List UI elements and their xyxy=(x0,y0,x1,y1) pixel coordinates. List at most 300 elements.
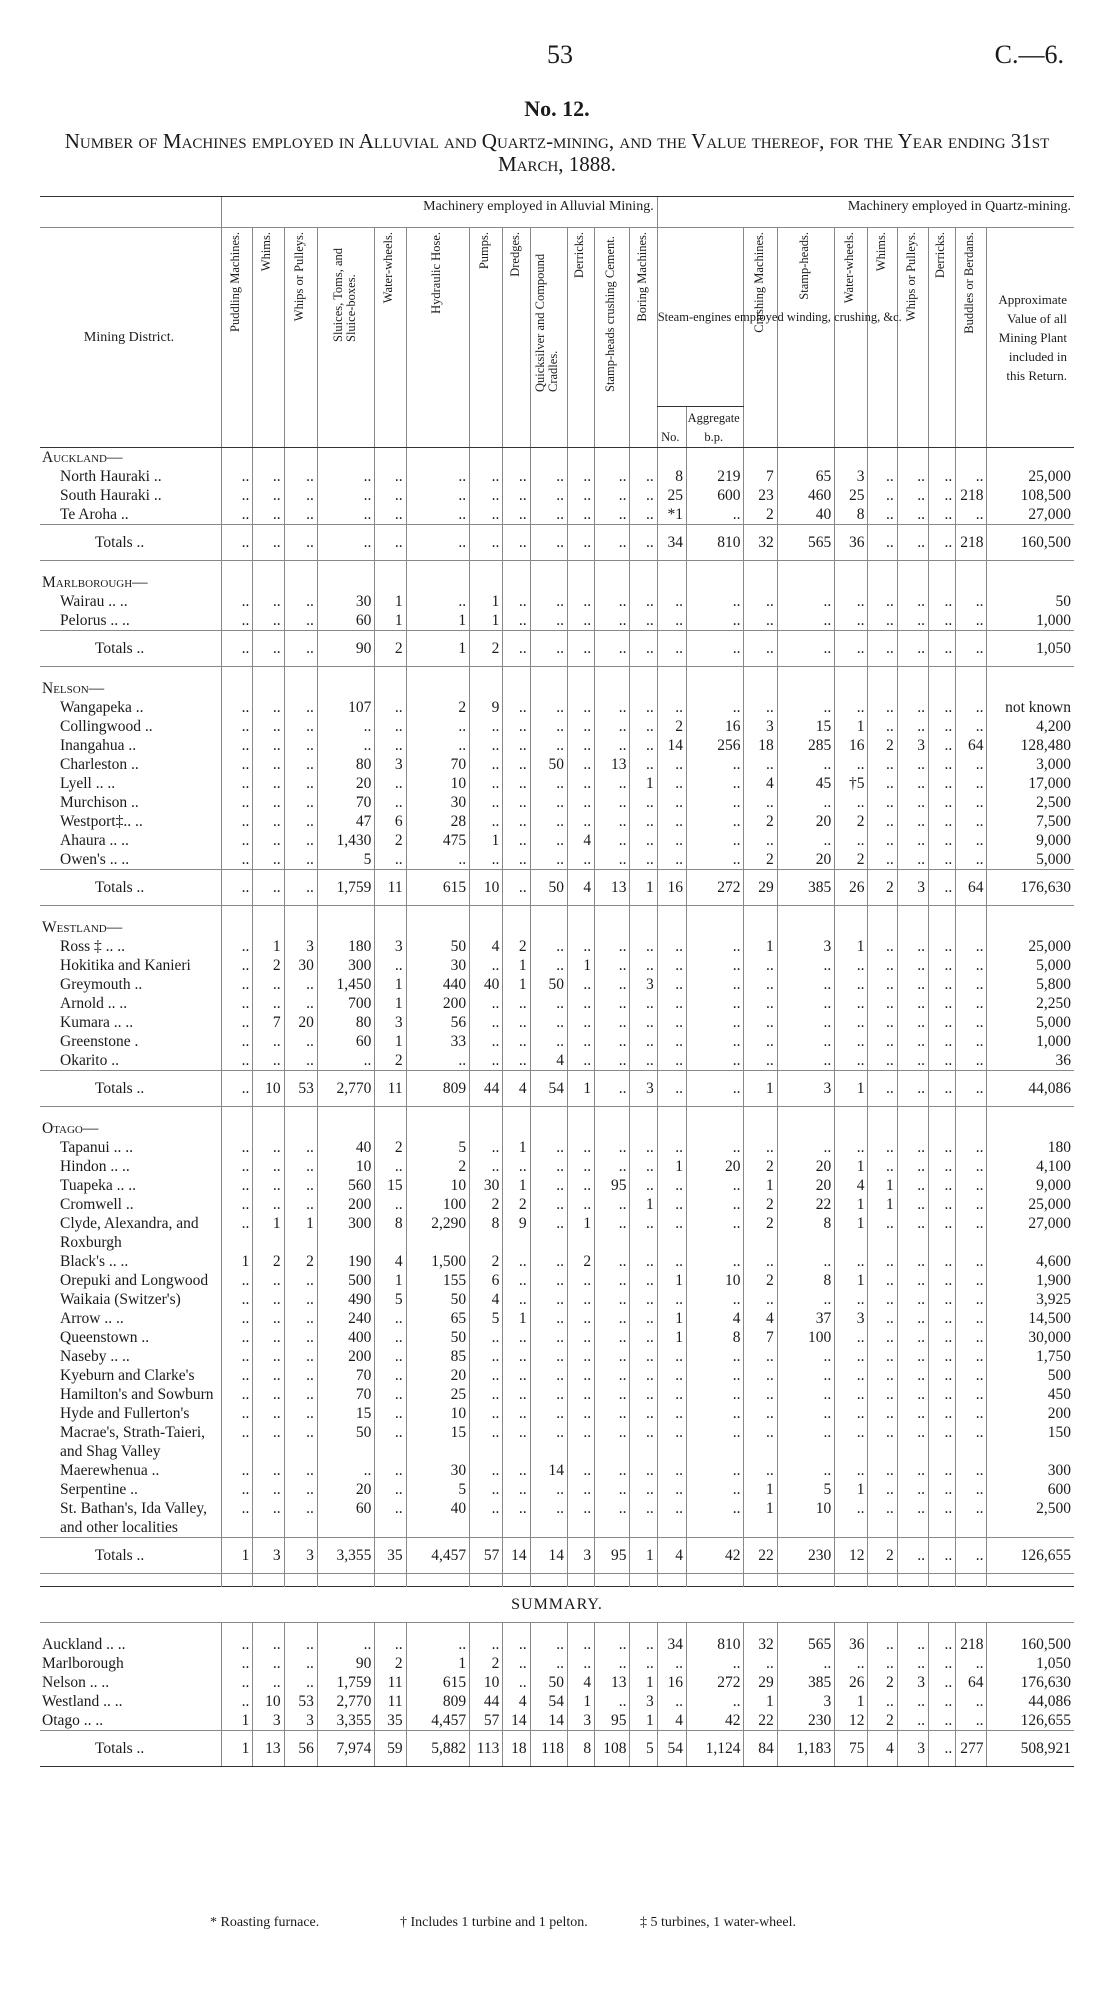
cell: .. xyxy=(956,1385,987,1404)
cell: .. xyxy=(956,850,987,870)
cell xyxy=(657,1107,686,1120)
district-name: Collingwood .. xyxy=(60,718,153,735)
cell: .. xyxy=(956,1051,987,1071)
cell: 8 xyxy=(470,1214,503,1252)
cell: .. xyxy=(595,611,630,631)
cell: .. xyxy=(777,1366,834,1385)
district-name: Wairau .. .. xyxy=(60,593,128,610)
cell: .. xyxy=(284,1654,317,1673)
cell xyxy=(868,448,897,468)
cell xyxy=(253,1107,284,1120)
cell: .. xyxy=(956,1538,987,1574)
cell: 108 xyxy=(595,1731,630,1767)
cell: .. xyxy=(929,631,956,667)
cell: 56 xyxy=(284,1731,317,1767)
cell xyxy=(406,679,470,698)
cell: .. xyxy=(222,736,253,755)
cell xyxy=(630,1574,657,1587)
cell: .. xyxy=(897,1499,928,1538)
cell: .. xyxy=(868,1635,897,1654)
cell: 26 xyxy=(835,870,868,906)
cell: 1 xyxy=(470,592,503,611)
cell xyxy=(744,1623,777,1636)
cell: .. xyxy=(406,736,470,755)
cell xyxy=(284,1574,317,1587)
cell: 615 xyxy=(406,870,470,906)
cell: .. xyxy=(657,1013,686,1032)
cell xyxy=(686,918,743,937)
cell: .. xyxy=(503,1461,530,1480)
cell: .. xyxy=(595,505,630,525)
cell: .. xyxy=(956,1366,987,1385)
cell: .. xyxy=(630,1347,657,1366)
cell: .. xyxy=(686,1252,743,1271)
district-name: Ross ‡ .. .. xyxy=(60,938,126,955)
cell: .. xyxy=(868,1071,897,1107)
cell xyxy=(595,448,630,468)
summary-row xyxy=(40,1635,1074,1654)
cell: .. xyxy=(956,1195,987,1214)
cell: .. xyxy=(630,1176,657,1195)
cell: 240 xyxy=(317,1309,374,1328)
table-row xyxy=(40,1461,1074,1480)
district-name: Wangapeka .. xyxy=(60,699,144,716)
cell: .. xyxy=(317,525,374,561)
cell: 218 xyxy=(956,525,987,561)
cell: 1 xyxy=(222,1731,253,1767)
footnote-westport: ‡ 5 turbines, 1 water-wheel. xyxy=(640,1915,797,1930)
cell: 2 xyxy=(744,1271,777,1290)
cell: 3 xyxy=(897,1673,928,1692)
spacer-row xyxy=(40,1623,1074,1636)
cell: .. xyxy=(956,1328,987,1347)
cell xyxy=(530,918,567,937)
cell: 10 xyxy=(686,1271,743,1290)
cell: .. xyxy=(253,1404,284,1423)
cell: .. xyxy=(222,755,253,774)
district-header: Mining District. xyxy=(40,228,222,448)
cell: not known xyxy=(987,698,1074,717)
cell: 3 xyxy=(777,937,834,956)
cell xyxy=(835,1107,868,1120)
cell: .. xyxy=(470,1499,503,1538)
spacer-row xyxy=(40,1574,1074,1587)
cell: .. xyxy=(897,698,928,717)
cell: .. xyxy=(222,698,253,717)
cell: 1 xyxy=(835,1692,868,1711)
cell: .. xyxy=(777,631,834,667)
cell: 11 xyxy=(375,870,406,906)
quartz-group-header: Machinery employed in Quartz-mining. xyxy=(657,197,1074,228)
cell: .. xyxy=(835,1290,868,1309)
cell: .. xyxy=(567,1385,594,1404)
cell: .. xyxy=(744,698,777,717)
cell: 13 xyxy=(595,870,630,906)
cell: .. xyxy=(253,505,284,525)
cell: .. xyxy=(470,1032,503,1051)
cell xyxy=(530,573,567,592)
cell: .. xyxy=(503,755,530,774)
cell: .. xyxy=(956,698,987,717)
cell: .. xyxy=(686,611,743,631)
cell: 25 xyxy=(406,1385,470,1404)
section-heading xyxy=(40,448,1074,468)
cell: 3 xyxy=(284,937,317,956)
cell: .. xyxy=(897,1328,928,1347)
cell: 190 xyxy=(317,1252,374,1271)
cell: .. xyxy=(222,1635,253,1654)
col-quicksilver: Quicksilver and Compound Cradles. xyxy=(533,253,561,392)
cell: 40 xyxy=(317,1138,374,1157)
cell: .. xyxy=(897,793,928,812)
cell: 440 xyxy=(406,975,470,994)
cell: 3 xyxy=(897,1731,928,1767)
district-name: Arrow .. .. xyxy=(60,1310,124,1327)
col-stamp-cement: Stamp-heads crushing Cement. xyxy=(603,236,618,392)
cell xyxy=(503,1574,530,1587)
cell xyxy=(567,667,594,680)
cell: 9,000 xyxy=(987,831,1074,850)
cell: 34 xyxy=(657,1635,686,1654)
cell: .. xyxy=(630,1423,657,1461)
cell: 15 xyxy=(375,1176,406,1195)
cell: .. xyxy=(777,1290,834,1309)
cell: 32 xyxy=(744,525,777,561)
cell: .. xyxy=(567,467,594,486)
district-name: Black's .. .. xyxy=(60,1253,129,1270)
district-name xyxy=(40,561,222,574)
cell: .. xyxy=(657,1071,686,1107)
cell: .. xyxy=(835,956,868,975)
cell: .. xyxy=(595,1309,630,1328)
cell: .. xyxy=(835,1032,868,1051)
col-dredges: Dredges. xyxy=(507,232,522,277)
cell: 272 xyxy=(686,870,743,906)
col-sluices: Sluices, Toms, and Sluice-boxes. xyxy=(330,247,358,342)
cell: .. xyxy=(253,1290,284,1309)
cell: .. xyxy=(897,1635,928,1654)
cell: .. xyxy=(929,467,956,486)
cell: 1 xyxy=(375,1271,406,1290)
cell: .. xyxy=(375,774,406,793)
cell: 54 xyxy=(530,1071,567,1107)
cell: .. xyxy=(253,1654,284,1673)
cell: .. xyxy=(835,793,868,812)
cell: 10 xyxy=(317,1157,374,1176)
cell: .. xyxy=(530,831,567,850)
cell: .. xyxy=(835,1252,868,1271)
cell: .. xyxy=(777,1138,834,1157)
cell: .. xyxy=(222,525,253,561)
cell: .. xyxy=(868,1157,897,1176)
cell: .. xyxy=(375,505,406,525)
cell: .. xyxy=(222,1195,253,1214)
cell: .. xyxy=(868,467,897,486)
cell: 64 xyxy=(956,736,987,755)
cell: .. xyxy=(657,1423,686,1461)
cell: 218 xyxy=(956,486,987,505)
cell: 10 xyxy=(470,1673,503,1692)
cell: .. xyxy=(595,717,630,736)
cell: 3 xyxy=(777,1071,834,1107)
cell xyxy=(567,1107,594,1120)
cell: .. xyxy=(375,1366,406,1385)
cell xyxy=(253,573,284,592)
cell: .. xyxy=(744,994,777,1013)
cell: 272 xyxy=(686,1673,743,1692)
cell: .. xyxy=(929,736,956,755)
cell: 53 xyxy=(284,1071,317,1107)
cell: .. xyxy=(284,592,317,611)
cell: .. xyxy=(657,698,686,717)
cell: .. xyxy=(929,1328,956,1347)
cell: .. xyxy=(744,793,777,812)
cell: 95 xyxy=(595,1538,630,1574)
cell: 615 xyxy=(406,1673,470,1692)
spacer-row xyxy=(40,1107,1074,1120)
cell: 50 xyxy=(987,592,1074,611)
cell: .. xyxy=(897,717,928,736)
cell xyxy=(503,906,530,919)
district-name xyxy=(40,667,222,680)
cell xyxy=(835,918,868,937)
cell xyxy=(987,1623,1074,1636)
cell: 4,457 xyxy=(406,1538,470,1574)
cell xyxy=(503,561,530,574)
cell: .. xyxy=(956,812,987,831)
cell: .. xyxy=(686,1071,743,1107)
cell xyxy=(657,573,686,592)
cell: .. xyxy=(503,1032,530,1051)
cell: 300 xyxy=(317,956,374,975)
cell xyxy=(567,679,594,698)
cell: .. xyxy=(567,1404,594,1423)
cell xyxy=(897,1574,928,1587)
table-row xyxy=(40,486,1074,505)
table-row xyxy=(40,1271,1074,1290)
cell xyxy=(567,1574,594,1587)
cell: .. xyxy=(567,755,594,774)
cell: .. xyxy=(630,1404,657,1423)
table-row xyxy=(40,1499,1074,1538)
cell: .. xyxy=(284,1271,317,1290)
cell: .. xyxy=(222,975,253,994)
cell: .. xyxy=(406,1635,470,1654)
cell xyxy=(284,1623,317,1636)
cell: .. xyxy=(470,525,503,561)
cell: .. xyxy=(530,1480,567,1499)
cell: .. xyxy=(595,1013,630,1032)
col-derricks: Derricks. xyxy=(572,232,587,279)
cell: .. xyxy=(657,937,686,956)
cell: 3 xyxy=(284,1711,317,1731)
summary-row xyxy=(40,1654,1074,1673)
cell: .. xyxy=(567,525,594,561)
cell xyxy=(686,1119,743,1138)
cell xyxy=(406,573,470,592)
cell: 2 xyxy=(470,631,503,667)
cell: 3 xyxy=(567,1538,594,1574)
district-name: Hokitika and Kanieri xyxy=(60,957,191,974)
cell xyxy=(956,1119,987,1138)
cell: .. xyxy=(284,1157,317,1176)
summary-row xyxy=(40,1692,1074,1711)
cell: .. xyxy=(956,1290,987,1309)
cell xyxy=(777,1107,834,1120)
cell xyxy=(284,918,317,937)
cell: .. xyxy=(595,812,630,831)
cell: .. xyxy=(630,831,657,850)
cell: .. xyxy=(929,1071,956,1107)
cell: 810 xyxy=(686,525,743,561)
cell xyxy=(987,906,1074,919)
cell: .. xyxy=(530,1347,567,1366)
cell: 3 xyxy=(253,1711,284,1731)
table-row xyxy=(40,1404,1074,1423)
cell: .. xyxy=(222,1032,253,1051)
cell: 8 xyxy=(657,467,686,486)
cell: 50 xyxy=(530,975,567,994)
cell: 6 xyxy=(375,812,406,831)
cell: 180 xyxy=(317,937,374,956)
cell: 59 xyxy=(375,1731,406,1767)
cell: .. xyxy=(630,1385,657,1404)
cell: .. xyxy=(375,525,406,561)
district-name: Nelson— xyxy=(42,680,105,697)
cell: .. xyxy=(956,937,987,956)
cell: 1 xyxy=(406,631,470,667)
cell: .. xyxy=(686,1461,743,1480)
cell: .. xyxy=(530,1635,567,1654)
cell: .. xyxy=(744,831,777,850)
cell: .. xyxy=(835,1366,868,1385)
cell: .. xyxy=(835,755,868,774)
cell: .. xyxy=(503,717,530,736)
cell: .. xyxy=(470,1328,503,1347)
cell: .. xyxy=(503,831,530,850)
cell xyxy=(630,561,657,574)
cell: .. xyxy=(835,611,868,631)
cell: .. xyxy=(744,1138,777,1157)
cell: .. xyxy=(956,793,987,812)
cell xyxy=(375,918,406,937)
cell: .. xyxy=(284,1423,317,1461)
cell xyxy=(956,573,987,592)
cell xyxy=(956,561,987,574)
cell: .. xyxy=(657,1499,686,1538)
cell: .. xyxy=(868,1252,897,1271)
cell: .. xyxy=(284,1138,317,1157)
cell: .. xyxy=(744,1347,777,1366)
cell: 2 xyxy=(253,1252,284,1271)
cell: .. xyxy=(317,1461,374,1480)
cell: .. xyxy=(530,631,567,667)
cell xyxy=(868,1623,897,1636)
cell: .. xyxy=(897,592,928,611)
cell xyxy=(657,906,686,919)
cell: .. xyxy=(567,611,594,631)
cell: .. xyxy=(567,1051,594,1071)
cell: .. xyxy=(503,1423,530,1461)
cell: .. xyxy=(744,956,777,975)
cell xyxy=(956,1574,987,1587)
cell: 2 xyxy=(375,1051,406,1071)
col-steam-engines: Steam-engines employed winding, crushing, &c. xyxy=(657,309,902,324)
cell: .. xyxy=(567,592,594,611)
cell: .. xyxy=(503,525,530,561)
cell: 23 xyxy=(744,486,777,505)
table-row xyxy=(40,812,1074,831)
cell xyxy=(744,1574,777,1587)
cell: 1,124 xyxy=(686,1731,743,1767)
cell: 8 xyxy=(375,1214,406,1252)
cell: .. xyxy=(567,1271,594,1290)
cell xyxy=(929,918,956,937)
cell: 4,100 xyxy=(987,1157,1074,1176)
col-hose: Hydraulic Hose. xyxy=(428,232,443,314)
cell: .. xyxy=(929,1195,956,1214)
cell: .. xyxy=(284,467,317,486)
cell: .. xyxy=(686,793,743,812)
cell: .. xyxy=(929,1654,956,1673)
cell: .. xyxy=(956,994,987,1013)
cell: 10 xyxy=(406,774,470,793)
cell: 14 xyxy=(503,1538,530,1574)
col-q-derricks: Derricks. xyxy=(933,232,948,279)
cell: .. xyxy=(222,467,253,486)
cell: .. xyxy=(375,956,406,975)
cell xyxy=(630,1623,657,1636)
cell: .. xyxy=(744,1654,777,1673)
cell: .. xyxy=(897,774,928,793)
cell: 9 xyxy=(503,1214,530,1252)
table-row xyxy=(40,736,1074,755)
cell: .. xyxy=(595,1366,630,1385)
cell: .. xyxy=(686,1366,743,1385)
cell: .. xyxy=(929,994,956,1013)
cell: .. xyxy=(929,774,956,793)
cell: .. xyxy=(567,1328,594,1347)
cell: 1 xyxy=(222,1538,253,1574)
cell: .. xyxy=(253,486,284,505)
cell: 150 xyxy=(987,1423,1074,1461)
cell: .. xyxy=(222,774,253,793)
cell: .. xyxy=(657,1347,686,1366)
cell: .. xyxy=(595,525,630,561)
cell: .. xyxy=(222,1347,253,1366)
cell: .. xyxy=(503,1385,530,1404)
cell xyxy=(835,1574,868,1587)
cell: 1 xyxy=(835,1480,868,1499)
cell: .. xyxy=(929,1032,956,1051)
cell: 1 xyxy=(406,1654,470,1673)
cell: 10 xyxy=(253,1692,284,1711)
cell xyxy=(868,679,897,698)
cell xyxy=(406,906,470,919)
cell: .. xyxy=(777,1385,834,1404)
table-row xyxy=(40,1366,1074,1385)
cell: .. xyxy=(284,774,317,793)
cell: .. xyxy=(284,1499,317,1538)
table-row xyxy=(40,1176,1074,1195)
cell xyxy=(317,906,374,919)
cell xyxy=(956,1107,987,1120)
col-q-whips: Whips or Pulleys. xyxy=(903,232,918,322)
cell xyxy=(929,1623,956,1636)
cell: .. xyxy=(470,467,503,486)
cell xyxy=(987,448,1074,468)
cell: .. xyxy=(686,592,743,611)
